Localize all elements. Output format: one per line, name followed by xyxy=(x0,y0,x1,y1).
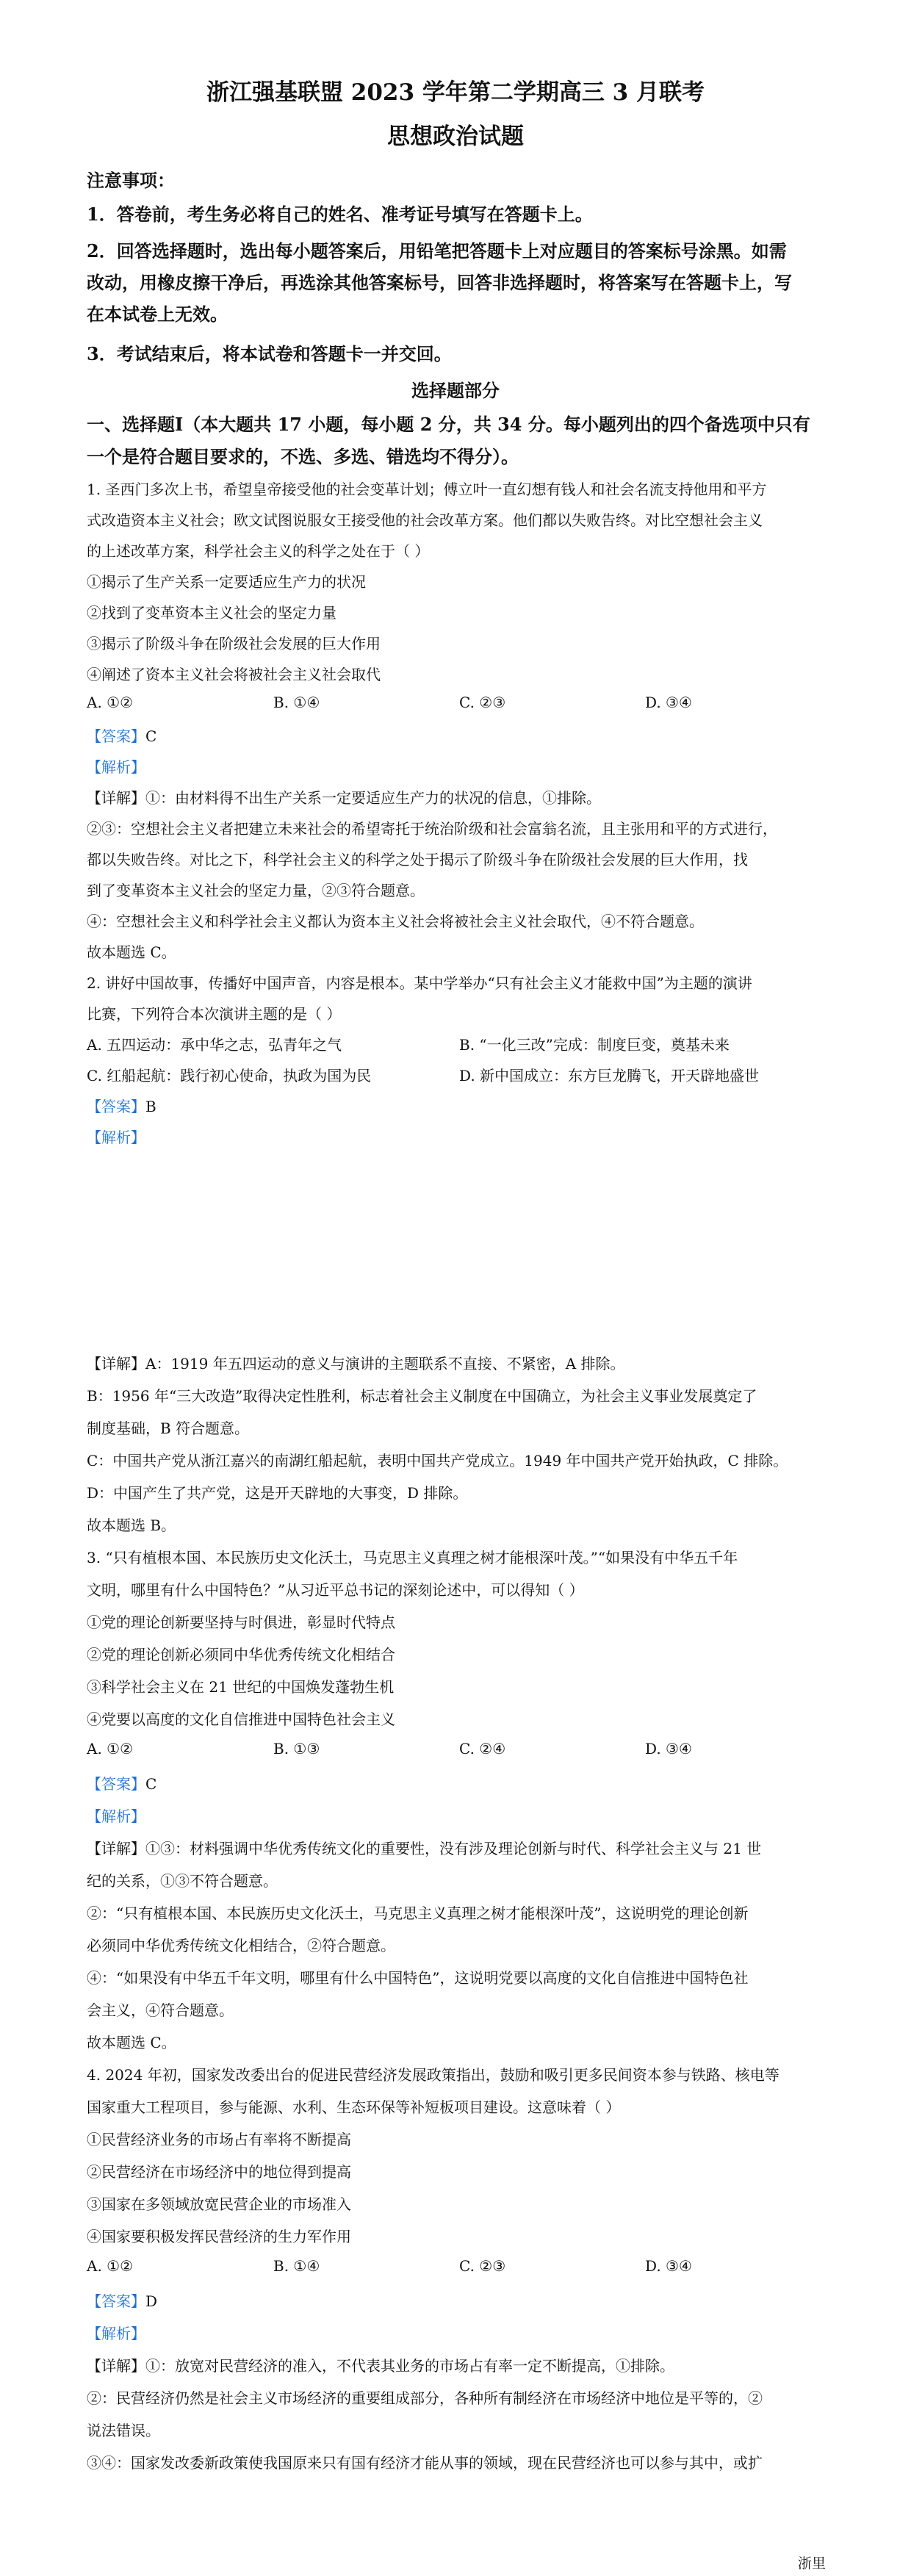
footer-watermark-text: 浙里 xyxy=(798,2555,827,2572)
question-stem: 文明，哪里有什么中国特色？”从习近平总书记的深刻论述中，可以得知（ ） xyxy=(87,1581,584,1599)
answer-value: B xyxy=(145,1098,156,1115)
explanation-line: 【详解】①：由材料得不出生产关系一定要适应生产力的状况的信息，①排除。 xyxy=(87,789,601,807)
answer-tag: 【答案】 xyxy=(87,727,145,745)
explanation-line: 制度基础，B 符合题意。 xyxy=(87,1420,250,1437)
question-stem: 1. 圣西门多次上书，希望皇帝接受他的社会变革计划；傅立叶一直幻想有钱人和社会名流支持他用和平方 xyxy=(87,481,767,498)
explanation-line: 故本题选 B。 xyxy=(87,1517,176,1534)
statement-option: ③揭示了阶级斗争在阶级社会发展的巨大作用 xyxy=(87,635,381,652)
notice-line: 1．答卷前，考生务必将自己的姓名、准考证号填写在答题卡上。 xyxy=(87,204,593,225)
explanation-line: 纪的关系，①③不符合题意。 xyxy=(87,1872,278,1890)
explanation-line: 都以失败告终。对比之下，科学社会主义的科学之处于揭示了阶级斗争在阶级社会发展的巨大作用，找 xyxy=(87,851,748,868)
notice-line: 在本试卷上无效。 xyxy=(87,303,228,325)
question-stem: 4. 2024 年初，国家发改委出台的促进民营经济发展政策指出，鼓励和吸引更多民间资本参与铁路、核电等 xyxy=(87,2066,779,2084)
question-stem: 3. “只有植根本国、本民族历史文化沃土，马克思主义真理之树才能根深叶茂。”“如果没有中华五千年 xyxy=(87,1549,738,1566)
statement-option: ①揭示了生产关系一定要适应生产力的状况 xyxy=(87,573,366,591)
statement-option: ②民营经济在市场经济中的地位得到提高 xyxy=(87,2163,351,2181)
choice-c: C. 红船起航：践行初心使命，执政为国为民 xyxy=(87,1067,372,1084)
explanation-line: 会主义，④符合题意。 xyxy=(87,2001,234,2019)
explanation-line: 必须同中华优秀传统文化相结合，②符合题意。 xyxy=(87,1937,395,1954)
explanation-line: ②③：空想社会主义者把建立未来社会的希望寄托于统治阶级和社会富翁名流，且主张用和平的方式进行， xyxy=(87,820,777,838)
analysis-tag: 【解析】 xyxy=(87,1129,145,1146)
statement-option: ④阐述了资本主义社会将被社会主义社会取代 xyxy=(87,666,381,683)
explanation-line: 【详解】①：放宽对民营经济的准入，不代表其业务的市场占有率一定不断提高，①排除。 xyxy=(87,2357,674,2375)
section-instruction: 一、选择题Ⅰ（本大题共 17 小题，每小题 2 分，共 34 分。每小题列出的四个备选项中只有 xyxy=(87,414,810,435)
choice-a: A. ①② xyxy=(87,694,134,711)
choice-a: A. ①② xyxy=(87,2257,134,2275)
answer-tag: 【答案】 xyxy=(87,1775,145,1793)
statement-option: ③国家在多领域放宽民营企业的市场准入 xyxy=(87,2195,351,2213)
choice-a: A. 五四运动：承中华之志，弘青年之气 xyxy=(87,1036,342,1054)
question-stem: 式改造资本主义社会；欧文试图说服女王接受他的社会改革方案。他们都以失败告终。对比空想社会主义 xyxy=(87,511,763,529)
choice-b: B. ①④ xyxy=(273,694,320,711)
answer-line xyxy=(87,2289,157,2311)
explanation-line: ④：空想社会主义和科学社会主义都认为资本主义社会将被社会主义社会取代，④不符合题意。 xyxy=(87,913,704,930)
explanation-line: C：中国共产党从浙江嘉兴的南湖红船起航，表明中国共产党成立。1949 年中国共产党开始执政，C 排除。 xyxy=(87,1452,788,1469)
answer-tag: 【答案】 xyxy=(87,2292,145,2310)
explanation-line: 【详解】①③：材料强调中华优秀传统文化的重要性，没有涉及理论创新与时代、科学社会主义与 21 世 xyxy=(87,1840,762,1857)
choice-b: B. ①③ xyxy=(273,1740,320,1757)
notice-line: 改动，用橡皮擦干净后，再选涂其他答案标号，回答非选择题时，将答案写在答题卡上，写 xyxy=(87,272,792,293)
exam-subtitle: 思想政治试题 xyxy=(387,123,524,150)
answer-line xyxy=(87,724,156,746)
question-stem: 2. 讲好中国故事，传播好中国声音，内容是根本。某中学举办“只有社会主义才能救中国”为主题的演讲 xyxy=(87,974,752,992)
explanation-line: ③④：国家发改委新政策使我国原来只有国有经济才能从事的领域，现在民营经济也可以参与其中，或扩 xyxy=(87,2454,763,2472)
analysis-tag: 【解析】 xyxy=(87,1807,145,1825)
explanation-line: 【详解】A：1919 年五四运动的意义与演讲的主题联系不直接、不紧密，A 排除。 xyxy=(87,1355,625,1372)
choice-d: D. 新中国成立：东方巨龙腾飞，开天辟地盛世 xyxy=(459,1067,760,1084)
statement-option: ②党的理论创新必须同中华优秀传统文化相结合 xyxy=(87,1646,395,1663)
answer-line xyxy=(87,1095,156,1116)
statement-option: ④国家要积极发挥民营经济的生力军作用 xyxy=(87,2228,351,2245)
statement-option: ②找到了变革资本主义社会的坚定力量 xyxy=(87,604,336,622)
statement-option: ④党要以高度的文化自信推进中国特色社会主义 xyxy=(87,1710,395,1728)
question-stem: 国家重大工程项目，参与能源、水利、生态环保等补短板项目建设。这意味着（ ） xyxy=(87,2098,621,2116)
question-stem: 的上述改革方案，科学社会主义的科学之处在于（ ） xyxy=(87,542,430,560)
explanation-line: ②：“只有植根本国、本民族历史文化沃土，马克思主义真理之树才能根深叶茂”，这说明党的理论创新 xyxy=(87,1904,749,1922)
choice-d: D. ③④ xyxy=(645,2257,692,2275)
answer-line xyxy=(87,1772,156,1794)
explanation-line: D：中国产生了共产党，这是开天辟地的大事变，D 排除。 xyxy=(87,1484,468,1502)
explanation-line: 到了变革资本主义社会的坚定力量，②③符合题意。 xyxy=(87,882,425,899)
question-stem: 比赛，下列符合本次演讲主题的是（ ） xyxy=(87,1005,342,1023)
exam-title: 浙江强基联盟 2023 学年第二学期高三 3 月联考 xyxy=(206,79,705,106)
analysis-tag: 【解析】 xyxy=(87,758,145,776)
statement-option: ①民营经济业务的市场占有率将不断提高 xyxy=(87,2131,351,2148)
notice-line: 2．回答选择题时，选出每小题答案后，用铅笔把答题卡上对应题目的答案标号涂黑。如需 xyxy=(87,240,787,262)
explanation-line: 故本题选 C。 xyxy=(87,2034,176,2051)
choice-c: C. ②③ xyxy=(459,694,506,711)
answer-value: C xyxy=(145,1775,157,1793)
analysis-tag: 【解析】 xyxy=(87,2325,145,2342)
choice-c: C. ②③ xyxy=(459,2257,506,2275)
choice-a: A. ①② xyxy=(87,1740,134,1757)
answer-tag: 【答案】 xyxy=(87,1098,145,1115)
section-instruction: 一个是符合题目要求的，不选、多选、错选均不得分）。 xyxy=(87,446,519,467)
explanation-line: 说法错误。 xyxy=(87,2422,160,2439)
choice-d: D. ③④ xyxy=(645,1740,692,1757)
explanation-line: 故本题选 C。 xyxy=(87,943,176,961)
explanation-line: ④：“如果没有中华五千年文明，哪里有什么中国特色”，这说明党要以高度的文化自信推进中国特色社 xyxy=(87,1969,749,1987)
statement-option: ①党的理论创新要坚持与时俱进，彰显时代特点 xyxy=(87,1613,395,1631)
choice-d: D. ③④ xyxy=(645,694,692,711)
notice-heading: 注意事项： xyxy=(87,170,175,191)
statement-option: ③科学社会主义在 21 世纪的中国焕发蓬勃生机 xyxy=(87,1678,395,1696)
answer-value: D xyxy=(145,2292,158,2310)
explanation-line: ②：民营经济仍然是社会主义市场经济的重要组成部分，各种所有制经济在市场经济中地位是平等的，② xyxy=(87,2389,763,2407)
section-heading: 选择题部分 xyxy=(411,380,500,401)
answer-value: C xyxy=(145,727,157,745)
explanation-line: B：1956 年“三大改造”取得决定性胜利，标志着社会主义制度在中国确立，为社会主义事业发展奠定了 xyxy=(87,1387,757,1405)
choice-b: B. “一化三改”完成：制度巨变，奠基未来 xyxy=(459,1036,730,1054)
choice-b: B. ①④ xyxy=(273,2257,320,2275)
choice-c: C. ②④ xyxy=(459,1740,506,1757)
notice-line: 3．考试结束后，将本试卷和答题卡一并交回。 xyxy=(87,343,452,364)
